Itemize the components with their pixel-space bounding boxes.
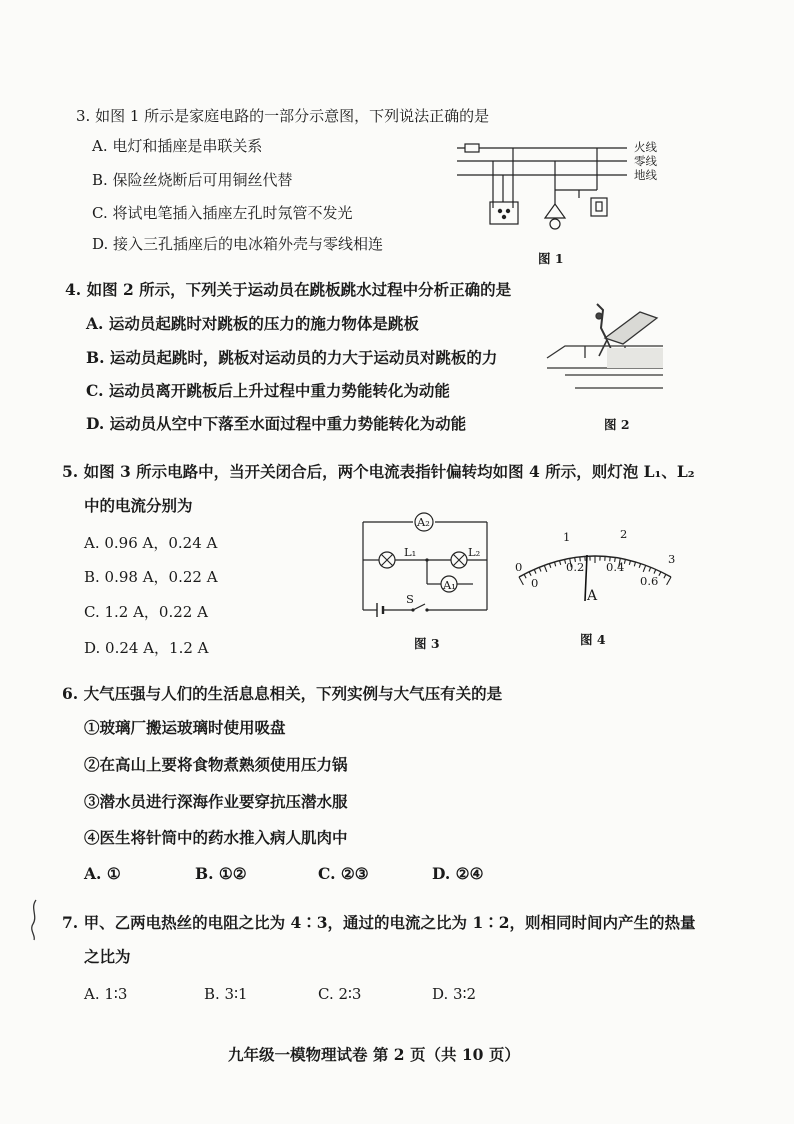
q6-item-2: ②在高山上要将食物煮熟须使用压力锅 — [84, 755, 348, 774]
q7-option-d: D. 3∶2 — [432, 985, 477, 1003]
ammeter-a1-label: A₁ — [443, 578, 456, 592]
dial-tick — [624, 559, 625, 563]
figure-1-caption: 图 1 — [538, 251, 564, 266]
q7-option-c: C. 2∶3 — [318, 985, 362, 1003]
dial-outer-2: 2 — [620, 527, 628, 541]
dial-tick — [519, 577, 523, 585]
dial-inner-02: 0.2 — [566, 560, 585, 574]
figure-2-caption: 图 2 — [604, 417, 630, 432]
q6-option-c: C. ②③ — [318, 864, 369, 883]
q6-option-a: A. ① — [84, 864, 121, 883]
q5-option-a: A. 0.96 A，0.24 A — [84, 534, 218, 552]
dial-outer-1: 1 — [563, 530, 571, 544]
q6-item-1: ①玻璃厂搬运玻璃时使用吸盘 — [84, 718, 286, 737]
dial-tick — [544, 565, 547, 572]
label-neutral-wire: 零线 — [634, 154, 657, 168]
ammeter-a2-label: A₂ — [417, 515, 430, 529]
q3-stem: 3. 如图 1 所示是家庭电路的一部分示意图，下列说法正确的是 — [76, 107, 490, 125]
q6-item-3: ③潜水员进行深海作业要穿抗压潜水服 — [84, 792, 348, 811]
dial-tick — [634, 562, 635, 566]
lamp-l2-label: L₂ — [468, 545, 481, 559]
q4-option-c: C. 运动员离开跳板后上升过程中重力势能转化为动能 — [86, 381, 450, 400]
margin-pen-mark — [28, 898, 42, 942]
q3-option-a: A. 电灯和插座是串联关系 — [92, 137, 263, 155]
q6-item-4: ④医生将针筒中的药水推入病人肌肉中 — [84, 828, 348, 847]
figure-1-household-circuit — [455, 138, 635, 248]
q7-option-a: A. 1∶3 — [84, 985, 128, 1003]
lamp-l1-label: L₁ — [404, 545, 417, 559]
figure-2-diving-board — [545, 300, 665, 405]
figure-4-caption: 图 4 — [580, 632, 606, 647]
dial-tick — [555, 562, 556, 566]
q5-stem-line1: 5. 如图 3 所示电路中，当开关闭合后，两个电流表指针偏转均如图 4 所示，则灯泡 L₁、L₂ — [62, 462, 695, 481]
q6-stem: 6. 大气压强与人们的生活息息相关，下列实例与大气压有关的是 — [62, 684, 503, 703]
page-footer: 九年级一模物理试卷 第 2 页（共 10 页） — [228, 1045, 520, 1064]
dial-unit-label: A — [587, 588, 598, 604]
q3-option-b: B. 保险丝烧断后可用铜丝代替 — [92, 171, 293, 189]
q4-option-a: A. 运动员起跳时对跳板的压力的施力物体是跳板 — [86, 314, 419, 333]
dial-outer-0: 0 — [531, 576, 539, 590]
label-live-wire: 火线 — [634, 140, 657, 154]
q7-stem-line1: 7. 甲、乙两电热丝的电阻之比为 4∶3，通过的电流之比为 1∶2，则相同时间内产生的热量 — [62, 913, 696, 932]
q4-option-d: D. 运动员从空中下落至水面过程中重力势能转化为动能 — [86, 414, 467, 433]
q6-option-b: B. ①② — [195, 864, 247, 883]
q3-option-c: C. 将试电笔插入插座左孔时氖管不发光 — [92, 204, 353, 222]
dial-outer-3: 3 — [668, 552, 676, 566]
q4-option-b: B. 运动员起跳时，跳板对运动员的力大于运动员对跳板的力 — [86, 348, 498, 367]
dial-tick — [643, 565, 646, 572]
q7-option-b: B. 3∶1 — [204, 985, 248, 1003]
q3-option-d: D. 接入三孔插座后的电冰箱外壳与零线相连 — [92, 235, 384, 253]
q5-option-b: B. 0.98 A，0.22 A — [84, 568, 218, 586]
q7-stem-line2: 之比为 — [84, 947, 131, 966]
dial-inner-06: 0.6 — [640, 574, 659, 588]
dial-inner-04: 0.4 — [606, 560, 625, 574]
switch-s-label: S — [406, 592, 414, 606]
q5-option-d: D. 0.24 A，1.2 A — [84, 639, 209, 657]
q5-option-c: C. 1.2 A，0.22 A — [84, 603, 208, 621]
q5-stem-line2: 中的电流分别为 — [84, 496, 193, 515]
label-ground-wire: 地线 — [634, 168, 657, 182]
figure-3-caption: 图 3 — [414, 636, 440, 651]
dial-inner-0: 0 — [515, 560, 523, 574]
dial-tick — [667, 577, 671, 585]
q6-option-d: D. ②④ — [432, 864, 484, 883]
q4-stem: 4. 如图 2 所示，下列关于运动员在跳板跳水过程中分析正确的是 — [65, 280, 512, 299]
